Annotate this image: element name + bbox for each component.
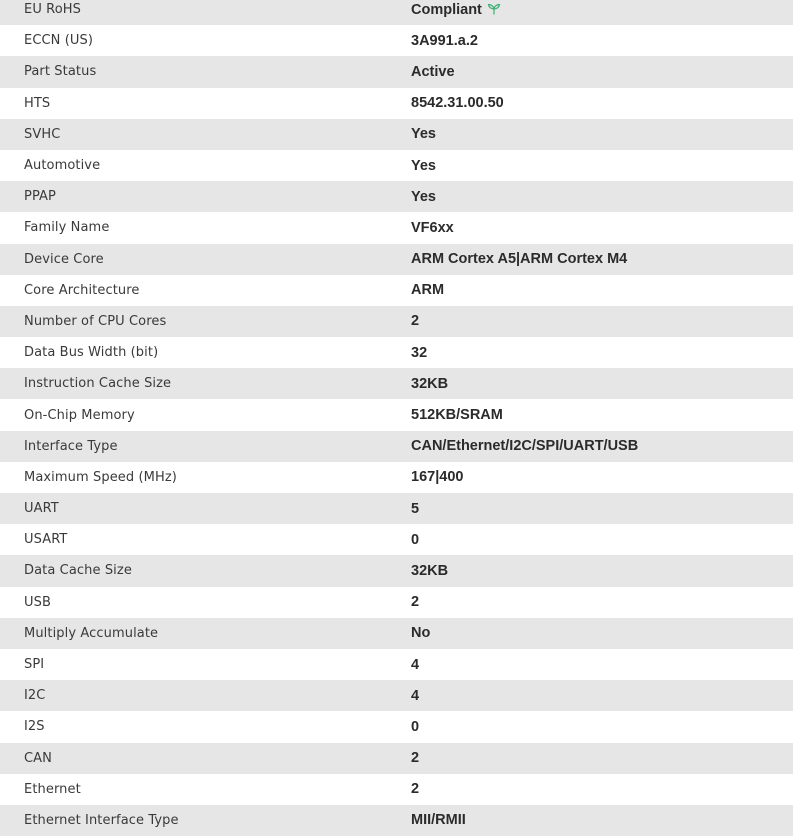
spec-value: Yes bbox=[411, 188, 436, 205]
spec-label: SPI bbox=[24, 657, 45, 673]
spec-row bbox=[0, 244, 793, 275]
spec-label: USART bbox=[24, 532, 68, 548]
spec-value: ARM Cortex A5|ARM Cortex M4 bbox=[411, 251, 628, 268]
spec-value-cell bbox=[388, 805, 793, 836]
spec-value: 32KB bbox=[411, 562, 449, 579]
spec-row bbox=[0, 399, 793, 430]
spec-label: Instruction Cache Size bbox=[24, 376, 172, 392]
spec-row bbox=[0, 524, 793, 555]
spec-row bbox=[0, 56, 793, 87]
spec-row bbox=[0, 493, 793, 524]
spec-row bbox=[0, 680, 793, 711]
spec-value: 2 bbox=[411, 750, 420, 767]
spec-row bbox=[0, 743, 793, 774]
spec-label: USB bbox=[24, 594, 51, 610]
spec-value: 167|400 bbox=[411, 469, 464, 486]
spec-value: 32KB bbox=[411, 375, 449, 392]
spec-value: 4 bbox=[411, 656, 420, 673]
spec-label: EU RoHS bbox=[24, 2, 81, 18]
spec-value: 5 bbox=[411, 500, 420, 517]
spec-label: Ethernet bbox=[24, 781, 81, 797]
spec-value-cell bbox=[388, 774, 793, 805]
spec-value: 2 bbox=[411, 781, 420, 798]
leaf-icon bbox=[487, 3, 501, 15]
spec-value: 512KB/SRAM bbox=[411, 407, 503, 424]
spec-row bbox=[0, 368, 793, 399]
spec-row bbox=[0, 587, 793, 618]
spec-label: Family Name bbox=[24, 220, 110, 236]
spec-row bbox=[0, 555, 793, 586]
spec-label: HTS bbox=[24, 95, 51, 111]
spec-value: 2 bbox=[411, 313, 420, 330]
spec-value-cell bbox=[388, 212, 793, 243]
spec-row bbox=[0, 119, 793, 150]
spec-value: MII/RMII bbox=[411, 812, 466, 829]
spec-label: Part Status bbox=[24, 64, 97, 80]
spec-label: On-Chip Memory bbox=[24, 407, 135, 423]
spec-label: ECCN (US) bbox=[24, 33, 94, 49]
spec-row bbox=[0, 181, 793, 212]
spec-value: CAN/Ethernet/I2C/SPI/UART/USB bbox=[411, 438, 639, 455]
spec-value-cell bbox=[388, 150, 793, 181]
spec-label: Interface Type bbox=[24, 438, 118, 454]
spec-label: Data Cache Size bbox=[24, 563, 132, 579]
spec-label: UART bbox=[24, 501, 59, 517]
spec-row bbox=[0, 0, 793, 25]
spec-row bbox=[0, 337, 793, 368]
spec-label: PPAP bbox=[24, 189, 56, 205]
spec-row bbox=[0, 88, 793, 119]
spec-label: I2C bbox=[24, 688, 46, 704]
spec-label: Data Bus Width (bit) bbox=[24, 345, 159, 361]
spec-value-cell bbox=[388, 337, 793, 368]
spec-value-cell bbox=[388, 119, 793, 150]
spec-value: 0 bbox=[411, 718, 420, 735]
spec-value: 3A991.a.2 bbox=[411, 32, 478, 49]
spec-value-cell bbox=[388, 587, 793, 618]
spec-value-cell bbox=[388, 399, 793, 430]
spec-value-cell bbox=[388, 275, 793, 306]
spec-value: Compliant bbox=[411, 1, 482, 18]
spec-value: 32 bbox=[411, 344, 428, 361]
spec-label: Number of CPU Cores bbox=[24, 313, 167, 329]
spec-row bbox=[0, 150, 793, 181]
spec-value-cell bbox=[388, 368, 793, 399]
spec-value-cell bbox=[388, 244, 793, 275]
spec-label: Device Core bbox=[24, 251, 104, 267]
spec-value-cell bbox=[388, 649, 793, 680]
spec-value-cell bbox=[388, 680, 793, 711]
spec-value-cell bbox=[388, 88, 793, 119]
spec-row bbox=[0, 618, 793, 649]
spec-value-cell bbox=[388, 743, 793, 774]
spec-value-cell bbox=[388, 25, 793, 56]
spec-row bbox=[0, 805, 793, 836]
spec-label: SVHC bbox=[24, 126, 61, 142]
spec-value-cell bbox=[388, 0, 793, 25]
spec-value: Active bbox=[411, 63, 455, 80]
spec-row bbox=[0, 649, 793, 680]
spec-row bbox=[0, 774, 793, 805]
spec-value-cell bbox=[388, 56, 793, 87]
spec-value: 8542.31.00.50 bbox=[411, 95, 504, 112]
spec-value: Yes bbox=[411, 157, 436, 174]
spec-row bbox=[0, 462, 793, 493]
spec-value: VF6xx bbox=[411, 219, 454, 236]
spec-value-cell bbox=[388, 711, 793, 742]
spec-label: Maximum Speed (MHz) bbox=[24, 469, 177, 485]
spec-row bbox=[0, 212, 793, 243]
spec-value-cell bbox=[388, 462, 793, 493]
spec-value-cell bbox=[388, 431, 793, 462]
spec-label: Automotive bbox=[24, 158, 101, 174]
spec-label: Ethernet Interface Type bbox=[24, 812, 179, 828]
spec-value-cell bbox=[388, 493, 793, 524]
spec-value-cell bbox=[388, 524, 793, 555]
spec-value: No bbox=[411, 625, 431, 642]
spec-value: 0 bbox=[411, 531, 420, 548]
spec-value: 4 bbox=[411, 687, 420, 704]
spec-value: Yes bbox=[411, 126, 436, 143]
spec-value-cell bbox=[388, 555, 793, 586]
spec-row bbox=[0, 431, 793, 462]
spec-row bbox=[0, 711, 793, 742]
spec-value: ARM bbox=[411, 282, 445, 299]
spec-row bbox=[0, 306, 793, 337]
spec-value-cell bbox=[388, 306, 793, 337]
spec-label: Multiply Accumulate bbox=[24, 625, 159, 641]
spec-label: CAN bbox=[24, 750, 52, 766]
spec-value-cell bbox=[388, 181, 793, 212]
spec-row bbox=[0, 275, 793, 306]
spec-value-cell bbox=[388, 618, 793, 649]
spec-row bbox=[0, 25, 793, 56]
spec-label: I2S bbox=[24, 719, 45, 735]
spec-label: Core Architecture bbox=[24, 282, 140, 298]
spec-value: 2 bbox=[411, 594, 420, 611]
